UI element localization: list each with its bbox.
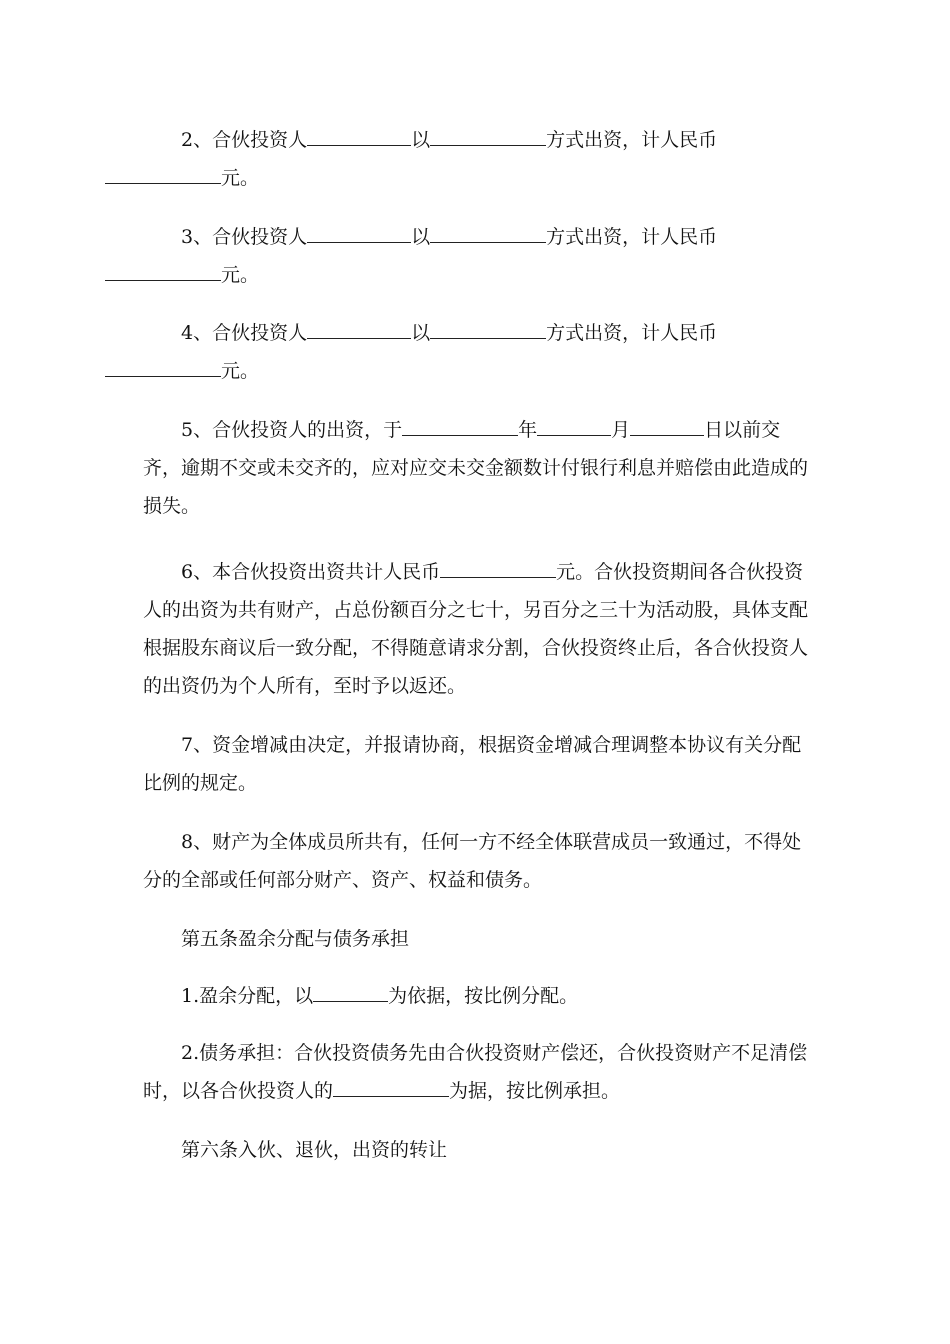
- clause-3-text-c: 方式出资，计人民币: [546, 226, 718, 248]
- clause-2-text-b: 以: [411, 129, 431, 151]
- clause-4: [143, 314, 809, 390]
- investor-blank: [307, 222, 411, 243]
- clause-4-text-c: 方式出资，计人民币: [546, 322, 718, 344]
- clause-2: [143, 121, 809, 197]
- profit-text-a: 1.盈余分配，以: [181, 985, 314, 1007]
- clause-6-text-b: 元。合伙投资期间各合伙投资人的出资为共有财产，占总份额百分之七十，另百分之三十为活动股，具体支配根据股东商议后一致分配，不得随意请求分割，合伙投资终止后，各合伙投资人的出资仍为个人所有，至时予以返还。: [143, 561, 809, 697]
- clause-3-text-a: 3、合伙投资人: [181, 226, 308, 248]
- debt-text-a: 2.债务承担：合伙投资债务先由合伙投资财产偿还，合伙投资财产不足清偿时，以各合伙投资人的: [143, 1042, 808, 1102]
- clause-3-text-b: 以: [411, 226, 431, 248]
- profit-text-b: 为依据，按比例分配。: [388, 985, 579, 1007]
- debt-bearing: [143, 1034, 809, 1110]
- amount-blank: [105, 356, 221, 377]
- profit-distribution: [143, 977, 809, 1015]
- clause-2-text-a: 2、合伙投资人: [181, 129, 308, 151]
- clause-6-text-a: 6、本合伙投资出资共计人民币: [181, 561, 441, 583]
- clause-3: [143, 218, 809, 294]
- basis-blank: [313, 981, 388, 1002]
- article-6-title: 第六条入伙、退伙，出资的转让: [181, 1139, 448, 1161]
- method-blank: [430, 222, 546, 243]
- clause-6: [143, 553, 809, 705]
- method-blank: [430, 125, 546, 146]
- clause-2-text-d: 元。: [221, 167, 260, 189]
- clause-5: [143, 411, 809, 525]
- clause-4-text-b: 以: [411, 322, 431, 344]
- amount-blank: [105, 163, 221, 184]
- debt-text-b: 为据，按比例承担。: [449, 1080, 621, 1102]
- clause-8: 8、财产为全体成员所共有，任何一方不经全体联营成员一致通过，不得处分的全部或任何部分财产、资产、权益和债务。: [143, 831, 802, 891]
- debt-basis-blank: [333, 1076, 449, 1097]
- clause-4-text-d: 元。: [221, 360, 260, 382]
- clause-4-text-a: 4、合伙投资人: [181, 322, 308, 344]
- investor-blank: [307, 318, 411, 339]
- investor-blank: [307, 125, 411, 146]
- article-5-title: 第五条盈余分配与债务承担: [181, 928, 410, 950]
- day-blank: [630, 415, 704, 436]
- clause-3-text-d: 元。: [221, 264, 260, 286]
- clause-2-text-c: 方式出资，计人民币: [546, 129, 718, 151]
- method-blank: [430, 318, 546, 339]
- clause-7: 7、资金增减由决定，并报请协商，根据资金增减合理调整本协议有关分配比例的规定。: [143, 734, 802, 794]
- clause-5-text-c: 月: [611, 419, 631, 441]
- clause-5-text-b: 年: [518, 419, 538, 441]
- year-blank: [402, 415, 518, 436]
- clause-5-text-d: 日以前交齐，逾期不交或未交齐的，应对应交未交金额数计付银行利息并赔偿由此造成的损失。: [143, 419, 809, 517]
- amount-blank: [105, 260, 221, 281]
- clause-5-text-a: 5、合伙投资人的出资，于: [181, 419, 403, 441]
- month-blank: [537, 415, 611, 436]
- total-amount-blank: [440, 557, 556, 578]
